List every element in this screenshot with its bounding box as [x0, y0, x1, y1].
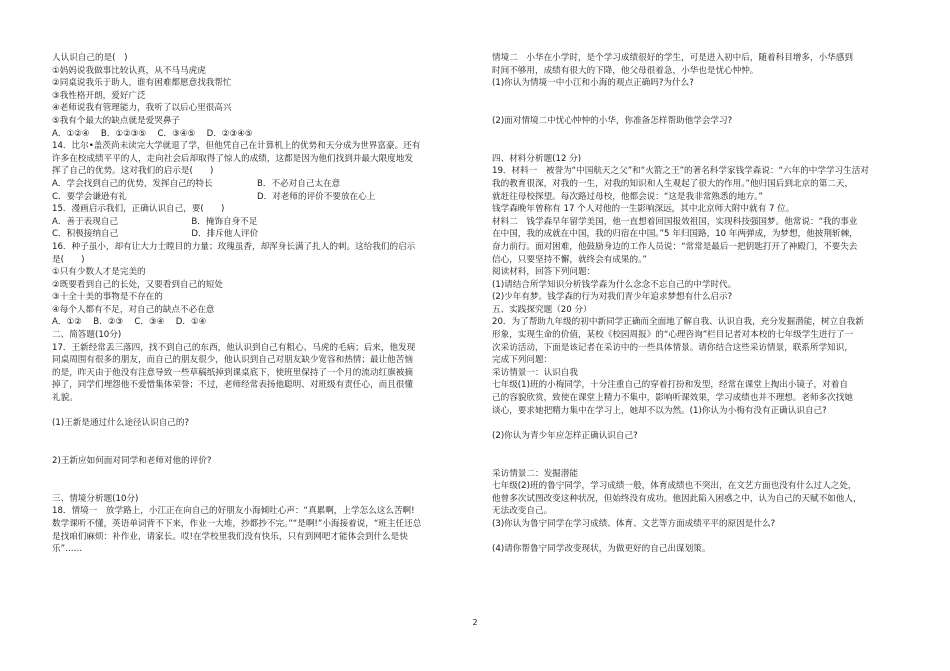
situation2-line: 时间不够用，成绩有很大的下降，他父母很着急，小华也是忧心忡忡。 — [492, 65, 759, 76]
q18-line: 乐”…… — [52, 544, 83, 555]
q13-item: ③我性格开朗，爱好广泛 — [52, 90, 146, 101]
section-title: 五、实践探究题（20 分） — [492, 304, 592, 315]
q19-line: 钱学森晚年曾称有 17 个人对他的一生影响深远，其中北京师大附中就有 7 位。 — [492, 204, 795, 215]
situation2-line: 情境二 小华在小学时，是个学习成绩很好的学生，可是进入初中后，随着科目增多，小华感到 — [492, 53, 853, 63]
scene1-line: 己的容貌欣赏，致使在课堂上精力不集中，影响听课效果，学习成绩也并不理想。老师多次找她 — [492, 393, 853, 404]
q16-item: ④每个人都有不足，对自己的缺点不必在意 — [52, 304, 215, 315]
q19-line: 奋力前行。面对困难，他鼓励身边的工作人员说：“常常是最后一把钥匙打开了神殿门，不要失去 — [492, 241, 858, 252]
scene1-line: 七年级(1)班的小梅同学，十分注重自己的穿着打扮和发型，经常在课堂上掏出小镜子，对着自 — [492, 380, 848, 391]
q20-line: 完成下列问题： — [492, 355, 553, 366]
q14-option-d: D．对老师的评价不要放在心上 — [257, 191, 376, 202]
q16-stem-line: 16．种子虽小，却有让大力士瞠目的力量；玫瑰虽香，却浑身长满了扎人的刺。这给我们的启示 — [52, 241, 416, 252]
q20-line: 20．为了帮助九年级的初中新同学正确而全面地了解自我、认识自我，充分发掘潜能，树立自我新 — [492, 317, 864, 328]
q17-line: 17．王新经常丢三落四，找不到自己的东西，他认识到自己有粗心、马虎的毛病；后来，他发现 — [52, 342, 416, 353]
q15-option-b: B．掩饰自身不足 — [191, 216, 258, 227]
scene2-line: 无法改变自己。 — [492, 506, 553, 517]
q19-line: 信心，只要坚持不懈，就终会有成果的。” — [492, 254, 647, 265]
scene2-line: 他曾多次试图改变这种状况，但始终没有成功。他因此陷入困惑之中，认为自己的天赋不如他人， — [492, 493, 862, 504]
q14-option-a: A．学会找到自己的优势，发挥自己的特长 — [52, 178, 213, 189]
q18-line: 是找咱们麻烦：补作业，请家长。哎!在学校里我们没有快乐，只有到网吧才能体会到什么是快 — [52, 531, 408, 542]
scene2-sub-question: (3)你认为鲁宁同学在学习成绩、体育、文艺等方面成绩平平的原因是什么? — [492, 518, 776, 529]
q18-line: 18．情境一 放学路上，小江正在向自己的好朋友小海倾吐心声：“真累啊，上学怎么这么苦啊! — [52, 506, 415, 517]
q13-item: ④老师说我有管理能力，我听了以后心里很高兴 — [52, 103, 232, 114]
scene1-sub-question: (2)你认为青少年应怎样正确认识自己? — [492, 430, 638, 441]
q16-stem-line: 是( ) — [52, 254, 85, 265]
scene2-sub-question: (4)请你帮鲁宁同学改变现状，为做更好的自己出谋划策。 — [492, 544, 711, 555]
q14-stem-line: 挥了自己的优势。这对我们的启示是( ) — [52, 166, 214, 177]
q16-options: A．①② B．②③ C．③④ D．①④ — [52, 317, 207, 328]
q14-option-b: B．不必对自己太在意 — [257, 178, 341, 189]
right-column — [492, 52, 897, 556]
q15-options-row — [52, 216, 462, 229]
q19-line: 材料二 钱学森早年留学美国，他一直想着回国报效祖国，实现科技强国梦。他常说：“我的事业 — [492, 216, 858, 227]
q13-item: ②同桌说我乐于助人，谁有困难都愿意找我帮忙 — [52, 78, 232, 89]
q15-option-c: C．积极接纳自己 — [52, 229, 119, 240]
q17-line: 掉了，同学们埋怨他不爱惜集体荣誉；不过，老师经常表扬他聪明、对班级有责任心，而且很懂 — [52, 380, 413, 391]
q13-stem: 人认识自己的是( ) — [52, 53, 128, 63]
q15-stem: 15．漫画启示我们，正确认识自己，要( ) — [52, 204, 225, 215]
q15-option-d: D．排斥他人评价 — [191, 229, 259, 240]
q19-sub-question: (1)请结合所学知识分析钱学森为什么念念不忘自己的中学时代。 — [492, 279, 737, 290]
scene2-line: 七年级(2)班的鲁宁同学，学习成绩一般，体育成绩也不突出，在文艺方面也没有什么过人之处， — [492, 481, 857, 492]
q16-item: ③十全十美的事物是不存在的 — [52, 292, 163, 303]
q16-item: ②既要看到自己的长处，又要看到自己的短处 — [52, 279, 223, 290]
q14-stem-line: 14．比尔•盖茨尚未读完大学就退了学，但他凭自己在计算机上的优势和天分成为世界富豪。还有 — [52, 141, 421, 152]
q16-item: ①只有少数人才是完美的 — [52, 267, 146, 278]
q17-line: 礼貌。 — [52, 393, 78, 404]
q19-line: 19．材料一 被誉为“中国航天之父”和“火箭之王”的著名科学家钱学森说：“六年的中学学习生活对 — [492, 166, 869, 177]
q19-sub-question: (2)少年有梦。钱学森的行为对我们青少年追求梦想有什么启示? — [492, 292, 733, 303]
q15-option-a: A．善于表现自己 — [52, 216, 119, 227]
section-title: 三、情境分析题(10分) — [52, 493, 139, 504]
q20-line: 次采访活动，下面是该记者在采访中的一些具体情景。请你结合这些采访情景，联系所学知识， — [492, 342, 853, 353]
q20-line: 形象，实现生命的价值，某校《校园周报》的“心理咨询”栏目记者对本校的七年级学生进行了一 — [492, 330, 854, 341]
q19-line: 我的教育很深，对我的一生，对我的知识和人生观起了很大的作用。”他归国后到北京的第二天， — [492, 178, 854, 189]
left-column — [52, 52, 462, 556]
q14-option-c: C．要学会谦逊有礼 — [52, 191, 127, 202]
section-title: 二、简答题(10分) — [52, 330, 122, 341]
q19-line: 阅读材料，回答下列问题： — [492, 267, 596, 278]
q13-item: ①妈妈说我做事比较认真，从不马马虎虎 — [52, 65, 206, 76]
q13-options: A．①②④ B．①②③⑤ C．③④⑤ D．②③④⑤ — [52, 128, 253, 139]
q15-options-row — [52, 228, 462, 241]
q14-options-row — [52, 191, 462, 204]
scene-title: 采访情景二：发掘潜能 — [492, 468, 578, 479]
q19-line: 就赶往母校探望。每次路过母校，他都会说：“这是我非常熟悉的地方。” — [492, 191, 764, 202]
q17-line: 同桌周围有很多的朋友，而自己的朋友很少，他认识到自己对朋友缺少宽容和热情；最让他苦恼 — [52, 355, 413, 366]
q14-options-row — [52, 178, 462, 191]
q19-line: 在中国，我的成就在中国，我的归宿在中国。”5 年归国路，10 年两弹成，为梦想，他披荆斩棘， — [492, 229, 858, 240]
q13-item: ⑤我有个最大的缺点就是爱哭鼻子 — [52, 115, 181, 126]
q17-sub-question: (1)王新是通过什么途径认识自己的? — [52, 418, 190, 429]
q17-sub-question: 2)王新应如何面对同学和老师对他的评价? — [52, 456, 212, 466]
scene1-line: 谈心，要求她把精力集中在学习上，她却不以为然。(1)你认为小梅有没有正确认识自己? — [492, 405, 827, 416]
q18-sub-question: (1)你认为情境一中小江和小海的观点正确吗?为什么? — [492, 78, 694, 89]
section-title: 四、材料分析题(12 分) — [492, 153, 582, 164]
q14-stem-line: 许多在校成绩平平的人，走向社会后却取得了惊人的成绩，这都是因为他们找到并最大限度地发 — [52, 153, 413, 164]
q18-sub-question: (2)面对情境二中忧心忡忡的小华，你准备怎样帮助他学会学习? — [492, 115, 733, 126]
q17-line: 的是，昨天由于他没有注意导致一些草稿纸掉到课桌底下，使班里保持了一个月的流动红旗被摘 — [52, 367, 413, 378]
page-number: 2 — [472, 618, 478, 627]
q18-line: 数学课听不懂，英语单词背不下来，作业一大堆，抄都抄不完。”“是啊!”小海接着说，“班主任还总 — [52, 518, 422, 529]
scene-title: 采访情景一：认识自我 — [492, 367, 578, 378]
